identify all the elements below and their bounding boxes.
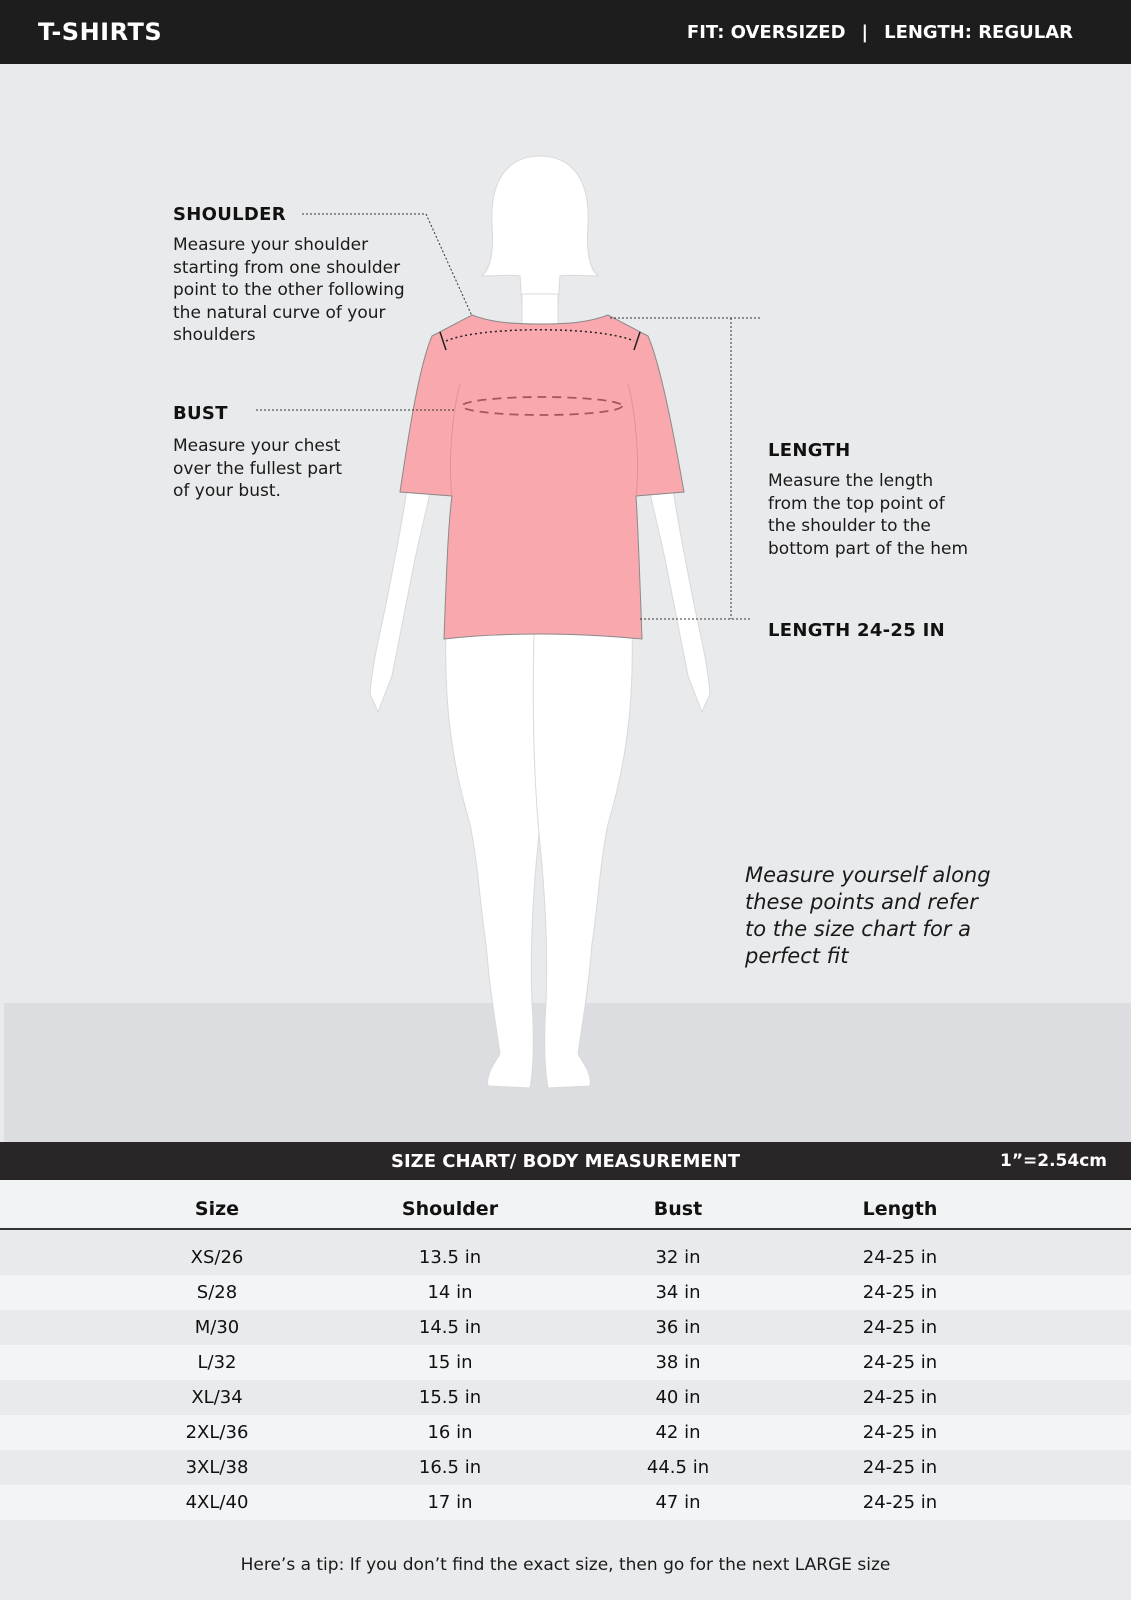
shoulder-line: shoulders bbox=[173, 325, 256, 345]
shoulder-description bbox=[173, 234, 405, 347]
shoulder-cell: 17 in bbox=[427, 1492, 473, 1513]
table-row bbox=[0, 1380, 1131, 1415]
bust-description bbox=[173, 435, 342, 503]
length-line: bottom part of the hem bbox=[768, 538, 969, 559]
unit-conversion: 1”=2.54cm bbox=[1000, 1151, 1107, 1171]
shoulder-cell: 16.5 in bbox=[418, 1457, 482, 1478]
shoulder-title: SHOULDER bbox=[173, 204, 286, 225]
size-cell: XS/26 bbox=[190, 1247, 244, 1268]
length-cell: 24-25 in bbox=[862, 1422, 938, 1443]
size-cell: S/28 bbox=[196, 1282, 238, 1303]
bust-cell: 47 in bbox=[655, 1492, 701, 1513]
shoulder-line: the natural curve of your bbox=[173, 302, 386, 323]
shoulder-line: point to the other following bbox=[173, 280, 405, 300]
note-line: these points and refer bbox=[745, 890, 978, 914]
length-line: the shoulder to the bbox=[768, 516, 931, 536]
table-row bbox=[0, 1450, 1131, 1485]
size-cell: 4XL/40 bbox=[185, 1492, 249, 1513]
table-row bbox=[0, 1240, 1131, 1275]
body-figure-illustration bbox=[0, 64, 1131, 1142]
shoulder-cell: 15.5 in bbox=[418, 1387, 482, 1408]
table-header-row bbox=[0, 1180, 1131, 1230]
column-header-shoulder: Shoulder bbox=[401, 1198, 499, 1220]
table-row bbox=[0, 1275, 1131, 1310]
bust-cell: 42 in bbox=[655, 1422, 701, 1443]
bust-cell: 36 in bbox=[655, 1317, 701, 1338]
shoulder-line: Measure your shoulder bbox=[173, 235, 369, 255]
bust-title: BUST bbox=[173, 403, 228, 424]
length-cell: 24-25 in bbox=[862, 1387, 938, 1408]
bust-line: Measure your chest bbox=[173, 436, 341, 456]
length-cell: 24-25 in bbox=[862, 1282, 938, 1303]
size-chart-table bbox=[0, 1180, 1131, 1520]
length-label: LENGTH: REGULAR bbox=[884, 22, 1073, 43]
shoulder-cell: 16 in bbox=[427, 1422, 473, 1443]
measure-note bbox=[745, 862, 1005, 970]
bust-cell: 34 in bbox=[655, 1282, 701, 1303]
length-cell: 24-25 in bbox=[862, 1352, 938, 1373]
length-cell: 24-25 in bbox=[862, 1492, 938, 1513]
header-bar bbox=[0, 0, 1131, 64]
bust-cell: 44.5 in bbox=[646, 1457, 710, 1478]
shoulder-cell: 13.5 in bbox=[418, 1247, 482, 1268]
size-cell: XL/34 bbox=[191, 1387, 243, 1408]
length-description bbox=[768, 470, 968, 560]
bust-line: of your bust. bbox=[173, 481, 281, 501]
table-row bbox=[0, 1345, 1131, 1380]
t-shirt-shape bbox=[400, 315, 684, 639]
bust-cell: 40 in bbox=[655, 1387, 701, 1408]
bust-cell: 38 in bbox=[655, 1352, 701, 1373]
category-title: T-SHIRTS bbox=[38, 18, 163, 46]
size-cell: M/30 bbox=[194, 1317, 240, 1338]
length-cell: 24-25 in bbox=[862, 1457, 938, 1478]
column-header-length: Length bbox=[862, 1198, 938, 1220]
table-row bbox=[0, 1310, 1131, 1345]
length-line: from the top point of bbox=[768, 493, 945, 514]
column-header-size: Size bbox=[194, 1198, 240, 1220]
length-title: LENGTH bbox=[768, 440, 851, 461]
size-cell: 3XL/38 bbox=[185, 1457, 249, 1478]
table-body bbox=[0, 1230, 1131, 1520]
length-cell: 24-25 in bbox=[862, 1247, 938, 1268]
size-cell: L/32 bbox=[197, 1352, 237, 1373]
bust-cell: 32 in bbox=[655, 1247, 701, 1268]
fit-label: FIT: OVERSIZED bbox=[686, 22, 846, 43]
size-chart-header bbox=[0, 1142, 1131, 1180]
note-line: Measure yourself along bbox=[745, 863, 991, 887]
size-tip: Here’s a tip: If you don’t find the exact size, then go for the next LARGE size bbox=[240, 1555, 891, 1575]
size-chart-title: SIZE CHART/ BODY MEASUREMENT bbox=[390, 1151, 741, 1172]
fit-length-info bbox=[687, 22, 1073, 43]
table-row bbox=[0, 1485, 1131, 1520]
shoulder-line: starting from one shoulder bbox=[173, 257, 401, 278]
shoulder-cell: 14 in bbox=[427, 1282, 473, 1303]
size-cell: 2XL/36 bbox=[185, 1422, 249, 1443]
header-separator: | bbox=[861, 22, 869, 43]
shoulder-cell: 15 in bbox=[427, 1352, 473, 1373]
note-line: perfect fit bbox=[745, 944, 849, 968]
length-value: LENGTH 24-25 IN bbox=[768, 620, 945, 641]
shoulder-cell: 14.5 in bbox=[418, 1317, 482, 1338]
length-cell: 24-25 in bbox=[862, 1317, 938, 1338]
note-line: to the size chart for a bbox=[745, 917, 971, 941]
column-header-bust: Bust bbox=[653, 1198, 703, 1220]
length-line: Measure the length bbox=[768, 471, 934, 491]
bust-line: over the fullest part bbox=[173, 458, 343, 479]
table-row bbox=[0, 1415, 1131, 1450]
